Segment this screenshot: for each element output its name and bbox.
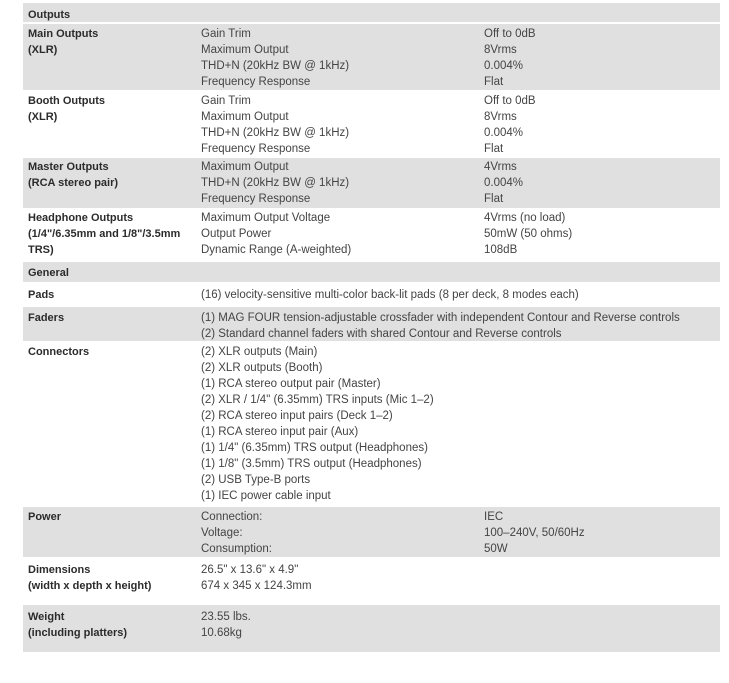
spec-row-power bbox=[23, 507, 720, 559]
spec-label bbox=[28, 210, 180, 258]
spec-parameter bbox=[201, 562, 312, 594]
spec-value-line: 108dB bbox=[484, 244, 518, 256]
spec-row-pads bbox=[23, 284, 720, 307]
spec-value bbox=[484, 26, 536, 90]
spec-parameter-line: Maximum Output bbox=[201, 161, 289, 173]
spec-parameter-line: (16) velocity-sensitive multi-color back-lit pads (8 per deck, 8 modes each) bbox=[201, 289, 579, 301]
spec-value-line: Flat bbox=[484, 193, 504, 205]
spec-parameter bbox=[201, 159, 349, 207]
spec-parameter bbox=[201, 26, 349, 90]
spec-label bbox=[28, 265, 69, 281]
spec-parameter-line: 26.5" x 13.6" x 4.9" bbox=[201, 564, 299, 576]
spec-parameter-line: (2) RCA stereo input pairs (Deck 1–2) bbox=[201, 410, 393, 422]
spec-label bbox=[28, 344, 89, 360]
spec-value-line: 0.004% bbox=[484, 60, 524, 72]
spec-label-line: (XLR) bbox=[28, 111, 58, 123]
spec-value-line: 50mW (50 ohms) bbox=[484, 228, 573, 240]
spec-value-line: 4Vrms (no load) bbox=[484, 212, 566, 224]
spec-parameter-line: (2) XLR outputs (Booth) bbox=[201, 362, 323, 374]
spec-parameter-line: (1) RCA stereo output pair (Master) bbox=[201, 378, 381, 390]
spec-row-connectors bbox=[23, 343, 720, 507]
spec-label bbox=[28, 159, 118, 191]
spec-row-outputs bbox=[23, 3, 720, 24]
spec-label-line: General bbox=[28, 267, 69, 279]
spec-parameter-line: 674 x 345 x 124.3mm bbox=[201, 580, 312, 592]
spec-label-line: (XLR) bbox=[28, 44, 58, 56]
spec-value-line: IEC bbox=[484, 511, 504, 523]
spec-value-line: 0.004% bbox=[484, 177, 524, 189]
spec-parameter-line: (2) USB Type-B ports bbox=[201, 474, 311, 486]
spec-parameter-line: Maximum Output bbox=[201, 44, 289, 56]
spec-row-main bbox=[23, 24, 720, 92]
spec-value-line: 8Vrms bbox=[484, 111, 517, 123]
spec-value-line: 4Vrms bbox=[484, 161, 517, 173]
spec-parameter-line: 10.68kg bbox=[201, 627, 242, 639]
spec-value bbox=[484, 509, 585, 557]
spec-parameter bbox=[201, 344, 434, 504]
spec-value-line: Flat bbox=[484, 143, 504, 155]
spec-parameter-line: Output Power bbox=[201, 228, 272, 240]
spec-parameter bbox=[201, 609, 251, 641]
spec-row-general bbox=[23, 262, 720, 284]
spec-parameter-line: THD+N (20kHz BW @ 1kHz) bbox=[201, 127, 350, 139]
spec-parameter-line: (2) XLR / 1/4" (6.35mm) TRS inputs (Mic 1–2) bbox=[201, 394, 434, 406]
spec-parameter-line: Frequency Response bbox=[201, 76, 311, 88]
spec-parameter-line: Frequency Response bbox=[201, 143, 311, 155]
spec-parameter-line: Connection: bbox=[201, 511, 263, 523]
spec-parameter bbox=[201, 93, 349, 157]
spec-label bbox=[28, 509, 61, 525]
spec-label-line: Master Outputs bbox=[28, 161, 109, 173]
spec-parameter bbox=[201, 509, 272, 557]
spec-label bbox=[28, 26, 98, 58]
spec-label-line: Connectors bbox=[28, 346, 90, 358]
spec-parameter-line: Voltage: bbox=[201, 527, 243, 539]
spec-parameter bbox=[201, 210, 351, 258]
spec-label-line: Pads bbox=[28, 289, 55, 301]
spec-parameter-line: Gain Trim bbox=[201, 28, 251, 40]
spec-label-line: Headphone Outputs bbox=[28, 212, 134, 224]
spec-parameter-line: Dynamic Range (A-weighted) bbox=[201, 244, 352, 256]
spec-value-line: Off to 0dB bbox=[484, 28, 536, 40]
spec-label bbox=[28, 93, 105, 125]
spec-parameter-line: Maximum Output bbox=[201, 111, 289, 123]
spec-parameter-line: THD+N (20kHz BW @ 1kHz) bbox=[201, 177, 350, 189]
spec-value-line: Off to 0dB bbox=[484, 95, 536, 107]
spec-value-line: Flat bbox=[484, 76, 504, 88]
spec-parameter-line: THD+N (20kHz BW @ 1kHz) bbox=[201, 60, 350, 72]
spec-row-master bbox=[23, 158, 720, 210]
spec-parameter-line: 23.55 lbs. bbox=[201, 611, 251, 623]
spec-label-line: Booth Outputs bbox=[28, 95, 105, 107]
spec-parameter-line: (2) Standard channel faders with shared Contour and Reverse controls bbox=[201, 328, 562, 340]
spec-row-booth bbox=[23, 92, 720, 158]
spec-parameter bbox=[201, 310, 680, 342]
spec-label-line: Power bbox=[28, 511, 62, 523]
spec-value bbox=[484, 93, 536, 157]
spec-parameter-line: Maximum Output Voltage bbox=[201, 212, 331, 224]
spec-label-line: (width x depth x height) bbox=[28, 580, 152, 592]
spec-value bbox=[484, 210, 572, 258]
spec-value-line: 100–240V, 50/60Hz bbox=[484, 527, 585, 539]
spec-label bbox=[28, 609, 127, 641]
spec-parameter-line: (1) RCA stereo input pair (Aux) bbox=[201, 426, 359, 438]
spec-label-line: Outputs bbox=[28, 9, 71, 21]
spec-parameter-line: (1) IEC power cable input bbox=[201, 490, 331, 502]
spec-label bbox=[28, 562, 151, 594]
spec-parameter-line: (1) 1/4" (6.35mm) TRS output (Headphones) bbox=[201, 442, 428, 454]
spec-parameter-line: (1) 1/8" (3.5mm) TRS output (Headphones) bbox=[201, 458, 422, 470]
spec-row-headphone bbox=[23, 210, 720, 262]
spec-label-line: Weight bbox=[28, 611, 65, 623]
spec-label-line: (1/4"/6.35mm and 1/8"/3.5mm bbox=[28, 228, 181, 240]
spec-label-line: Faders bbox=[28, 312, 65, 324]
spec-parameter-line: Gain Trim bbox=[201, 95, 251, 107]
spec-parameter-line: (1) MAG FOUR tension-adjustable crossfader with independent Contour and Reverse controls bbox=[201, 312, 680, 324]
spec-label-line: Dimensions bbox=[28, 564, 91, 576]
spec-value-line: 8Vrms bbox=[484, 44, 517, 56]
spec-value-line: 0.004% bbox=[484, 127, 524, 139]
spec-label bbox=[28, 287, 54, 303]
spec-label-line: (including platters) bbox=[28, 627, 127, 639]
spec-row-weight bbox=[23, 605, 720, 654]
spec-parameter-line: Frequency Response bbox=[201, 193, 311, 205]
spec-row-dimensions bbox=[23, 559, 720, 605]
spec-label-line: TRS) bbox=[28, 244, 54, 256]
spec-parameter-line: Consumption: bbox=[201, 543, 272, 555]
spec-label bbox=[28, 7, 70, 23]
spec-label-line: Main Outputs bbox=[28, 28, 99, 40]
spec-value bbox=[484, 159, 523, 207]
spec-value-line: 50W bbox=[484, 543, 508, 555]
spec-label-line: (RCA stereo pair) bbox=[28, 177, 119, 189]
spec-parameter-line: (2) XLR outputs (Main) bbox=[201, 346, 318, 358]
spec-parameter bbox=[201, 287, 579, 303]
spec-row-faders bbox=[23, 307, 720, 343]
spec-table bbox=[23, 3, 720, 654]
spec-label bbox=[28, 310, 64, 326]
